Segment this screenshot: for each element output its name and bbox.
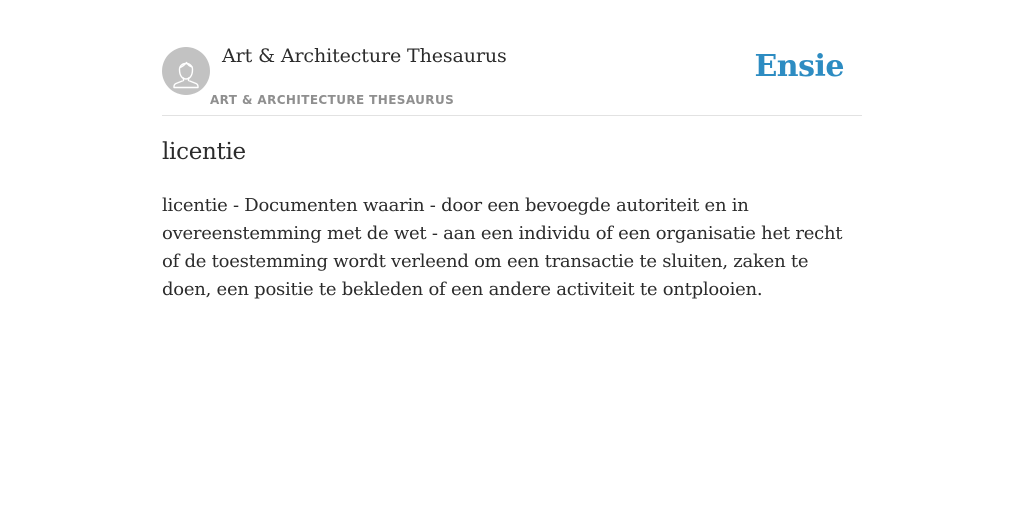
entry-card (162, 0, 862, 512)
header-divider (162, 115, 862, 116)
author-name[interactable]: Art & Architecture Thesaurus (222, 45, 507, 67)
source-caption: ART & ARCHITECTURE THESAURUS (210, 93, 455, 107)
entry-definition: licentie - Documenten waarin - door een bevoegde autoriteit en in overeenstemming met de wet - aan een individu of een organisatie het recht of de toestemming wordt verleend om een transactie te sluiten, zaken te doen, een positie te bekleden of een andere activiteit te ontplooien. (162, 195, 843, 300)
entry-title: licentie (162, 139, 246, 165)
avatar[interactable] (162, 47, 210, 95)
user-silhouette-icon (162, 47, 210, 95)
brand-logo[interactable]: Ensie (754, 49, 844, 84)
